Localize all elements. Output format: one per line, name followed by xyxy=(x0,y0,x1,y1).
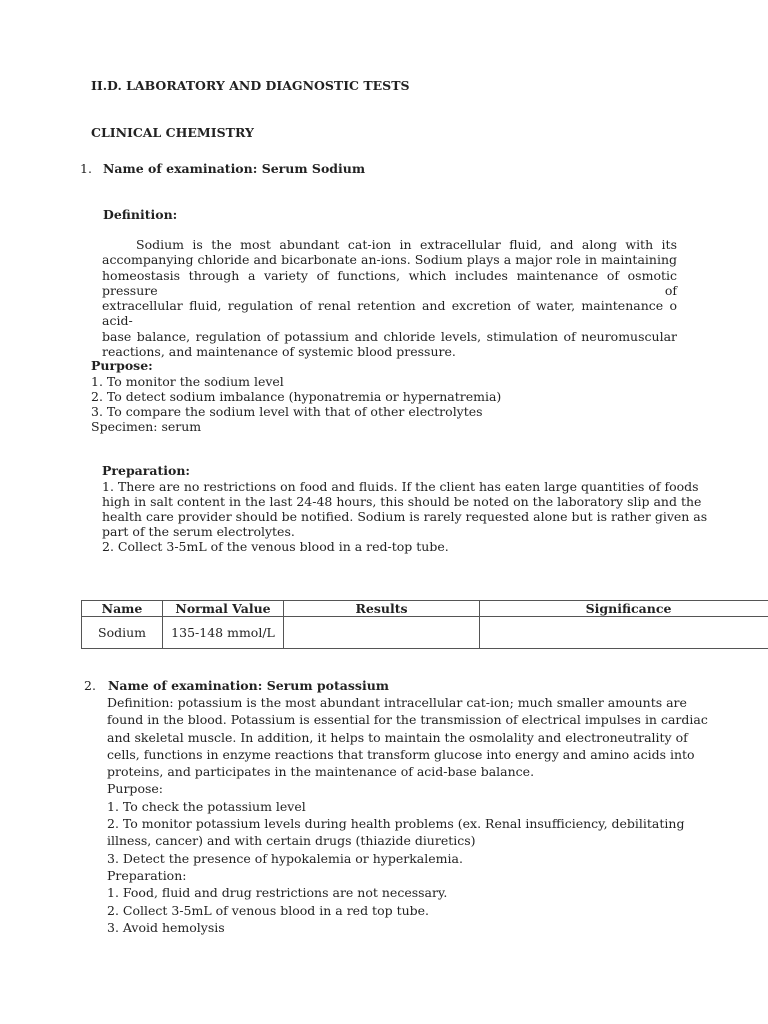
definition-line: homeostasis through a variety of functions, which includes maintenance of osmotic pressure of xyxy=(102,267,677,298)
exam2-line: 1. Food, fluid and drug restrictions are not necessary. xyxy=(107,885,448,901)
exam1-purpose-list xyxy=(91,374,501,434)
column-header-name: Name xyxy=(82,601,163,617)
cell-significance xyxy=(480,617,768,649)
exam1-title: Name of examination: Serum Sodium xyxy=(103,161,366,176)
document-header: II.D. LABORATORY AND DIAGNOSTIC TESTS xyxy=(91,78,410,93)
preparation-line: 1. There are no restrictions on food and fluids. If the client has eaten large quantities of foods xyxy=(102,479,699,494)
exam2-line: found in the blood. Potassium is essential for the transmission of electrical impulses in cardiac xyxy=(107,712,708,728)
preparation-line: health care provider should be notified. Sodium is rarely requested alone but is rather given as xyxy=(102,509,708,524)
section-title: CLINICAL CHEMISTRY xyxy=(91,125,254,140)
table-header-row xyxy=(82,601,768,617)
exam2-line: proteins, and participates in the maintenance of acid-base balance. xyxy=(107,764,535,780)
exam1-purpose-label: Purpose: xyxy=(91,358,153,373)
exam2-line: 3. Avoid hemolysis xyxy=(107,919,225,935)
exam1-definition xyxy=(102,237,677,359)
exam2-line: Preparation: xyxy=(107,867,187,883)
exam2-line: 2. To monitor potassium levels during health problems (ex. Renal insufficiency, debilitating xyxy=(107,816,685,832)
preparation-line: high in salt content in the last 24-48 hours, this should be noted on the laboratory slip and the xyxy=(102,494,702,509)
exam2-line: Definition: potassium is the most abundant intracellular cat-ion; much smaller amounts are xyxy=(107,695,687,710)
exam2-line: Purpose: xyxy=(107,781,163,797)
definition-line: accompanying chloride and bicarbonate an-ions. Sodium plays a major role in maintaining xyxy=(102,252,677,268)
specimen-line: Specimen: serum xyxy=(91,419,202,434)
purpose-item: 3. To compare the sodium level with that of other electrolytes xyxy=(91,404,483,419)
exam2-number: 2. xyxy=(84,678,96,693)
exam2-line: illness, cancer) and with certain drugs (thiazide diuretics) xyxy=(107,833,476,849)
exam1-number: 1. xyxy=(80,161,92,176)
column-header-normal-value: Normal Value xyxy=(163,601,284,617)
definition-line: extracellular fluid, regulation of renal retention and excretion of water, maintenance o acid- xyxy=(102,298,677,329)
exam2-title: Name of examination: Serum potassium xyxy=(108,678,390,693)
table-row xyxy=(82,617,768,649)
preparation-line: 2. Collect 3-5mL of the venous blood in a red-top tube. xyxy=(102,539,449,554)
column-header-significance: Significance xyxy=(480,601,768,617)
exam2-line: cells, functions in enzyme reactions that transform glucose into energy and amino acids into xyxy=(107,746,695,762)
definition-line: base balance, regulation of potassium and chloride levels, stimulation of neuromuscular xyxy=(102,328,677,344)
purpose-item: 1. To monitor the sodium level xyxy=(91,374,284,389)
definition-line: reactions, and maintenance of systemic blood pressure. xyxy=(102,344,456,360)
exam1-preparation-list xyxy=(102,479,707,554)
purpose-item: 2. To detect sodium imbalance (hyponatremia or hypernatremia) xyxy=(91,389,502,404)
exam2-line: 2. Collect 3-5mL of venous blood in a red top tube. xyxy=(107,902,430,918)
cell-results xyxy=(284,617,480,649)
sodium-results-table xyxy=(81,600,768,649)
cell-normal-value: 135-148 mmol/L xyxy=(163,617,284,649)
column-header-results: Results xyxy=(284,601,480,617)
exam1-definition-label: Definition: xyxy=(103,207,178,222)
preparation-line: part of the serum electrolytes. xyxy=(102,524,295,539)
exam1-preparation-label: Preparation: xyxy=(102,463,191,478)
exam2-line: 3. Detect the presence of hypokalemia or hyperkalemia. xyxy=(107,850,463,866)
exam2-body xyxy=(107,694,708,936)
definition-line: Sodium is the most abundant cat-ion in extracellular fluid, and along with its xyxy=(136,237,677,252)
cell-name: Sodium xyxy=(82,617,163,649)
exam2-line: and skeletal muscle. In addition, it helps to maintain the osmolality and electroneutrality of xyxy=(107,729,688,745)
exam2-line: 1. To check the potassium level xyxy=(107,798,306,814)
